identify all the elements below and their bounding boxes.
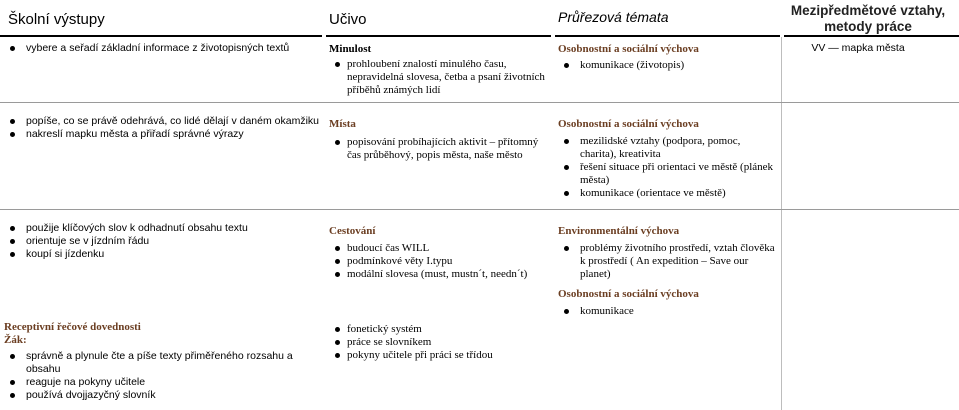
list-item: prohloubení znalostí minulého času, nepravidelná slovesa, četba a psaní životních příběhů známých lidí <box>329 58 549 97</box>
row-separator <box>0 209 959 210</box>
row3-ucivo <box>329 225 549 281</box>
row4-vystupy <box>4 321 324 402</box>
row1-temata <box>558 43 778 72</box>
row-separator <box>0 102 959 103</box>
list-item: orientuje se v jízdním řádu <box>4 235 324 248</box>
list-item: reaguje na pokyny učitele <box>4 376 324 389</box>
row3-temata <box>558 225 783 318</box>
list-item: pokyny učitele při práci se třídou <box>329 349 549 362</box>
header-underline-1 <box>0 35 322 37</box>
list-item: modální slovesa (must, mustn´t, needn´t) <box>329 268 549 281</box>
list-item: vybere a seřadí základní informace z životopisných textů <box>4 42 324 55</box>
ucivo-title: Místa <box>329 118 356 130</box>
list-item: fonetický systém <box>329 323 549 336</box>
tema-title: Osobnostní a sociální výchova <box>558 118 699 130</box>
list-item: problémy životního prostředí, vztah člověka k prostředí ( An expedition – Save our planet) <box>558 242 783 281</box>
column-divider <box>781 37 782 410</box>
list-item: podmínkové věty I.typu <box>329 255 549 268</box>
list-item: popíše, co se právě odehrává, co lidé dělají v daném okamžiku <box>4 115 324 128</box>
list-item: nakreslí mapku města a přiřadí správné výrazy <box>4 128 324 141</box>
row2-vystupy <box>4 115 324 141</box>
list-item: popisování probíhajících aktivit – přítomný čas průběhový, popis města, naše město <box>329 136 544 162</box>
list-item: použije klíčových slov k odhadnutí obsahu textu <box>4 222 324 235</box>
list-item: komunikace (orientace ve městě) <box>558 187 778 200</box>
row2-temata <box>558 118 778 200</box>
zak-label: Žák: <box>4 334 27 346</box>
tema-title: Osobnostní a sociální výchova <box>558 43 699 55</box>
header-prurezova-temata: Průřezová témata <box>558 9 669 25</box>
list-item: budoucí čas WILL <box>329 242 549 255</box>
header-underline-3 <box>555 35 780 37</box>
header-underline-4 <box>784 35 959 37</box>
list-item: mezilidské vztahy (podpora, pomoc, charita), kreativita <box>558 135 778 161</box>
row1-ucivo <box>329 43 549 97</box>
row1-mezi: VV — mapka města <box>811 42 905 54</box>
tema-title: Osobnostní a sociální výchova <box>558 288 699 300</box>
receptivni-title: Receptivní řečové dovednosti <box>4 321 141 333</box>
header-mezipredmetove: Mezipředmětové vztahy, metody práce <box>790 3 946 34</box>
row4-ucivo <box>329 323 549 362</box>
ucivo-title: Cestování <box>329 225 376 237</box>
list-item: řešení situace při orientaci ve městě (plánek města) <box>558 161 778 187</box>
list-item: práce se slovníkem <box>329 336 549 349</box>
list-item: komunikace (životopis) <box>558 59 778 72</box>
ucivo-title: Minulost <box>329 43 372 55</box>
tema-title: Environmentální výchova <box>558 225 680 237</box>
list-item: koupí si jízdenku <box>4 248 324 261</box>
header-ucivo: Učivo <box>329 11 367 28</box>
list-item: používá dvojjazyčný slovník <box>4 389 324 402</box>
header-underline-2 <box>326 35 551 37</box>
list-item: komunikace <box>558 305 783 318</box>
row2-ucivo <box>329 118 544 162</box>
header-skolni-vystupy: Školní výstupy <box>8 11 105 28</box>
row3-vystupy <box>4 222 324 261</box>
list-item: správně a plynule čte a píše texty přiměřeného rozsahu a obsahu <box>4 350 324 376</box>
row1-vystupy <box>4 42 324 55</box>
